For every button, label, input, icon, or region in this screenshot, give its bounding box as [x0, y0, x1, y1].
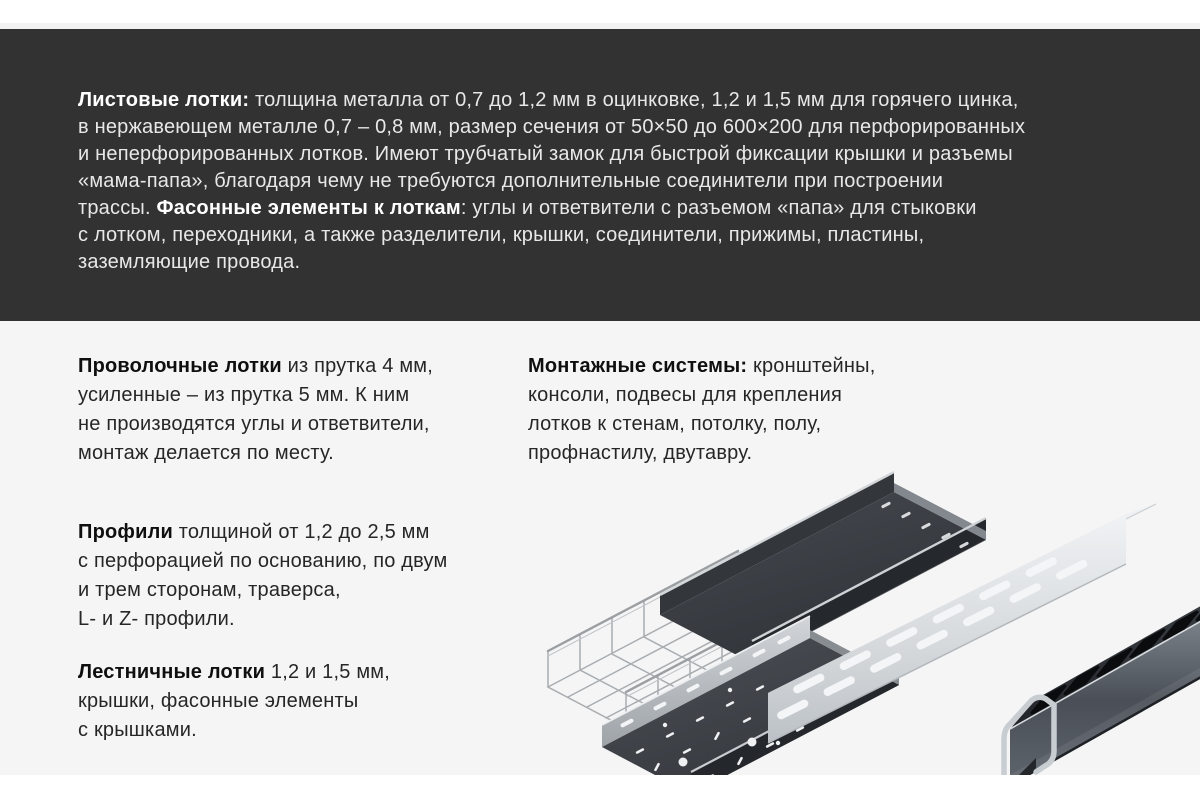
paragraph-wire-trays: Проволочные лотки из прутка 4 мм, усиленные – из прутка 5 мм. К ним не производятся углы и ответвители, монтаж делается по месту.	[78, 355, 433, 464]
product-image	[520, 455, 1200, 775]
hero-section	[0, 29, 1200, 321]
paragraph-profiles: Профили толщиной от 1,2 до 2,5 мм с перфорацией по основанию, по двум и трем сторонам, траверса, L- и Z- профили.	[78, 521, 448, 630]
content-section	[0, 321, 1200, 775]
paragraph-ladder-trays: Лестничные лотки 1,2 и 1,5 мм, крышки, фасонные элементы с крышками.	[78, 661, 390, 741]
hero-paragraph: Листовые лотки: толщина металла от 0,7 до 1,2 мм в оцинковке, 1,2 и 1,5 мм для горячего цинка, в нержавеющем металле 0,7 – 0,8 мм, размер сечения от 50×50 до 600×200 для перфорированных и неперфорированных лотков. Имеют трубчатый замок для быстрой фиксации крышки и разъемы «мама-папа», благодаря чему не требуются дополнительные соединители при построении трассы. Фасонные элементы к лоткам: углы и ответвители с разъемом «папа» для стыковки с лотком, переходники, а также разделители, крышки, соединители, прижимы, пластины, заземляющие провода.	[78, 89, 1026, 273]
bottom-margin	[0, 775, 1200, 800]
strut-channel	[1004, 586, 1200, 775]
paragraph-mounting-systems: Монтажные системы: кронштейны, консоли, подвесы для крепления лотков к стенам, потолку, полу, профнастилу, двутавру.	[528, 355, 876, 464]
